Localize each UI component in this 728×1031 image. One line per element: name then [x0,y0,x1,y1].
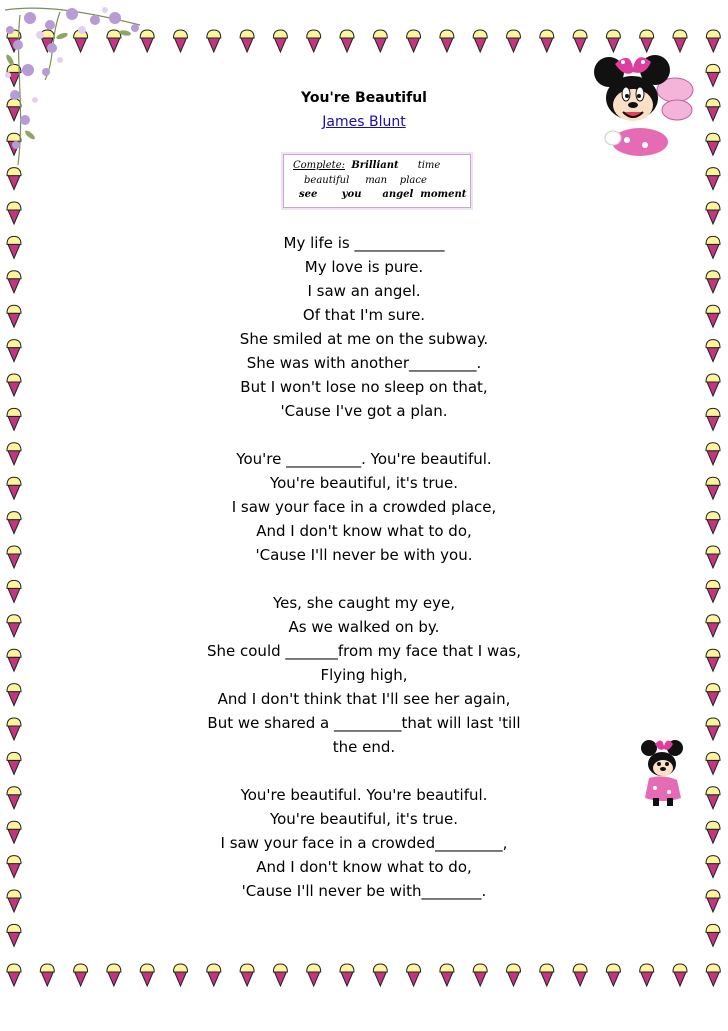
ice-cream-cone-icon [606,964,620,986]
ice-cream-cone-icon [207,30,221,52]
ice-cream-cone-icon [40,964,54,986]
lyric-line: 'Cause I'll never be with________. [241,882,487,900]
lyric-line: the end. [332,738,396,756]
ice-cream-cone-icon [273,30,287,52]
ice-cream-cone-icon [540,964,554,986]
lyric-line: And I don't think that I'll see her again, [217,690,511,708]
lyric-line: My love is pure. [304,258,424,276]
word-bank-line-1 [293,160,440,171]
ice-cream-cone-icon [673,30,687,52]
ice-cream-cone-icon [706,133,720,155]
word-bank-word: beautiful [304,175,350,186]
word-bank-box [283,154,471,208]
lyric-line: Flying high, [320,666,408,684]
word-bank-line-3 [299,189,466,200]
ice-cream-cone-icon [373,30,387,52]
ice-cream-cone-icon [440,30,454,52]
lyric-line: She was with another_________. [246,354,482,372]
lyric-line: 'Cause I've got a plan. [280,402,448,420]
ice-cream-cone-icon [273,964,287,986]
ice-cream-cone-icon [340,964,354,986]
ice-cream-cone-icon [440,964,454,986]
lyric-line: Of that I'm sure. [302,306,426,324]
ice-cream-cone-icon [7,202,21,224]
word-bank-word: angel [382,189,414,200]
artist-link[interactable]: James Blunt [322,114,406,130]
flower-vine-icon [0,0,150,170]
ice-cream-cone-icon [540,30,554,52]
ice-cream-cone-icon [507,964,521,986]
lyric-line: She smiled at me on the subway. [239,330,489,348]
lyric-line: You're __________. You're beautiful. [236,450,492,468]
lyric-line: You're beautiful, it's true. [269,474,459,492]
song-title: You're Beautiful [301,90,427,106]
ice-cream-cone-icon [240,30,254,52]
ice-cream-cone-icon [606,30,620,52]
ice-cream-cone-icon [7,924,21,946]
ice-cream-cone-icon [473,964,487,986]
word-bank-word: you [341,189,362,200]
ice-cream-cone-icon [140,964,154,986]
lyric-line: Yes, she caught my eye, [272,594,456,612]
ice-cream-cone-icon [207,964,221,986]
lyric-line: My life is ____________ [283,234,445,252]
ice-cream-cone-icon [640,30,654,52]
ice-cream-cone-icon [407,30,421,52]
ice-cream-cone-icon [7,964,21,986]
word-bank-word: Brilliant [351,160,399,171]
ice-cream-cone-icon [174,964,188,986]
ice-cream-cone-icon [706,168,720,190]
lyric-line: I saw an angel. [307,282,421,300]
lyric-line: But I won't lose no sleep on that, [240,378,488,396]
ice-cream-cone-icon [573,964,587,986]
ice-cream-cone-icon [673,964,687,986]
ice-cream-cone-icon [373,964,387,986]
ice-cream-cone-icon [573,30,587,52]
word-bank-word: man [365,175,388,186]
ice-cream-cone-icon [74,964,88,986]
lyric-line: And I don't know what to do, [256,522,472,540]
ice-cream-cone-icon [307,30,321,52]
ice-cream-cone-icon [307,964,321,986]
ice-cream-cone-icon [407,964,421,986]
lyric-line: You're beautiful. You're beautiful. [240,786,488,804]
lyric-line: I saw your face in a crowded place, [231,498,497,516]
word-bank-word: time [417,160,441,171]
ice-cream-cone-icon [174,30,188,52]
lyric-line: You're beautiful, it's true. [269,810,459,828]
ice-cream-cone-icon [473,30,487,52]
ice-cream-cone-icon [706,202,720,224]
ice-cream-cone-icon [706,964,720,986]
word-bank-label: Complete: [293,160,345,171]
ice-cream-cone-icon [507,30,521,52]
word-bank-word: moment [420,189,467,200]
ice-cream-cone-icon [7,168,21,190]
ice-cream-cone-icon [706,924,720,946]
lyric-line: I saw your face in a crowded_________, [220,834,508,852]
ice-cream-cone-icon [640,964,654,986]
ice-cream-cone-icon [240,964,254,986]
lyric-line: But we shared a _________that will last 'till [207,714,521,732]
lyric-line: She could _______from my face that I was, [206,642,522,660]
ice-cream-cone-icon [706,30,720,52]
ice-cream-cone-icon [706,64,720,86]
ice-cream-cone-icon [340,30,354,52]
word-bank-word: see [299,189,318,200]
word-bank-word: place [399,175,427,186]
lyric-line: And I don't know what to do, [256,858,472,876]
lyric-line: 'Cause I'll never be with you. [255,546,473,564]
word-bank-line-2 [304,175,427,186]
ice-cream-cone-icon [107,964,121,986]
lyric-line: As we walked on by. [288,618,440,636]
